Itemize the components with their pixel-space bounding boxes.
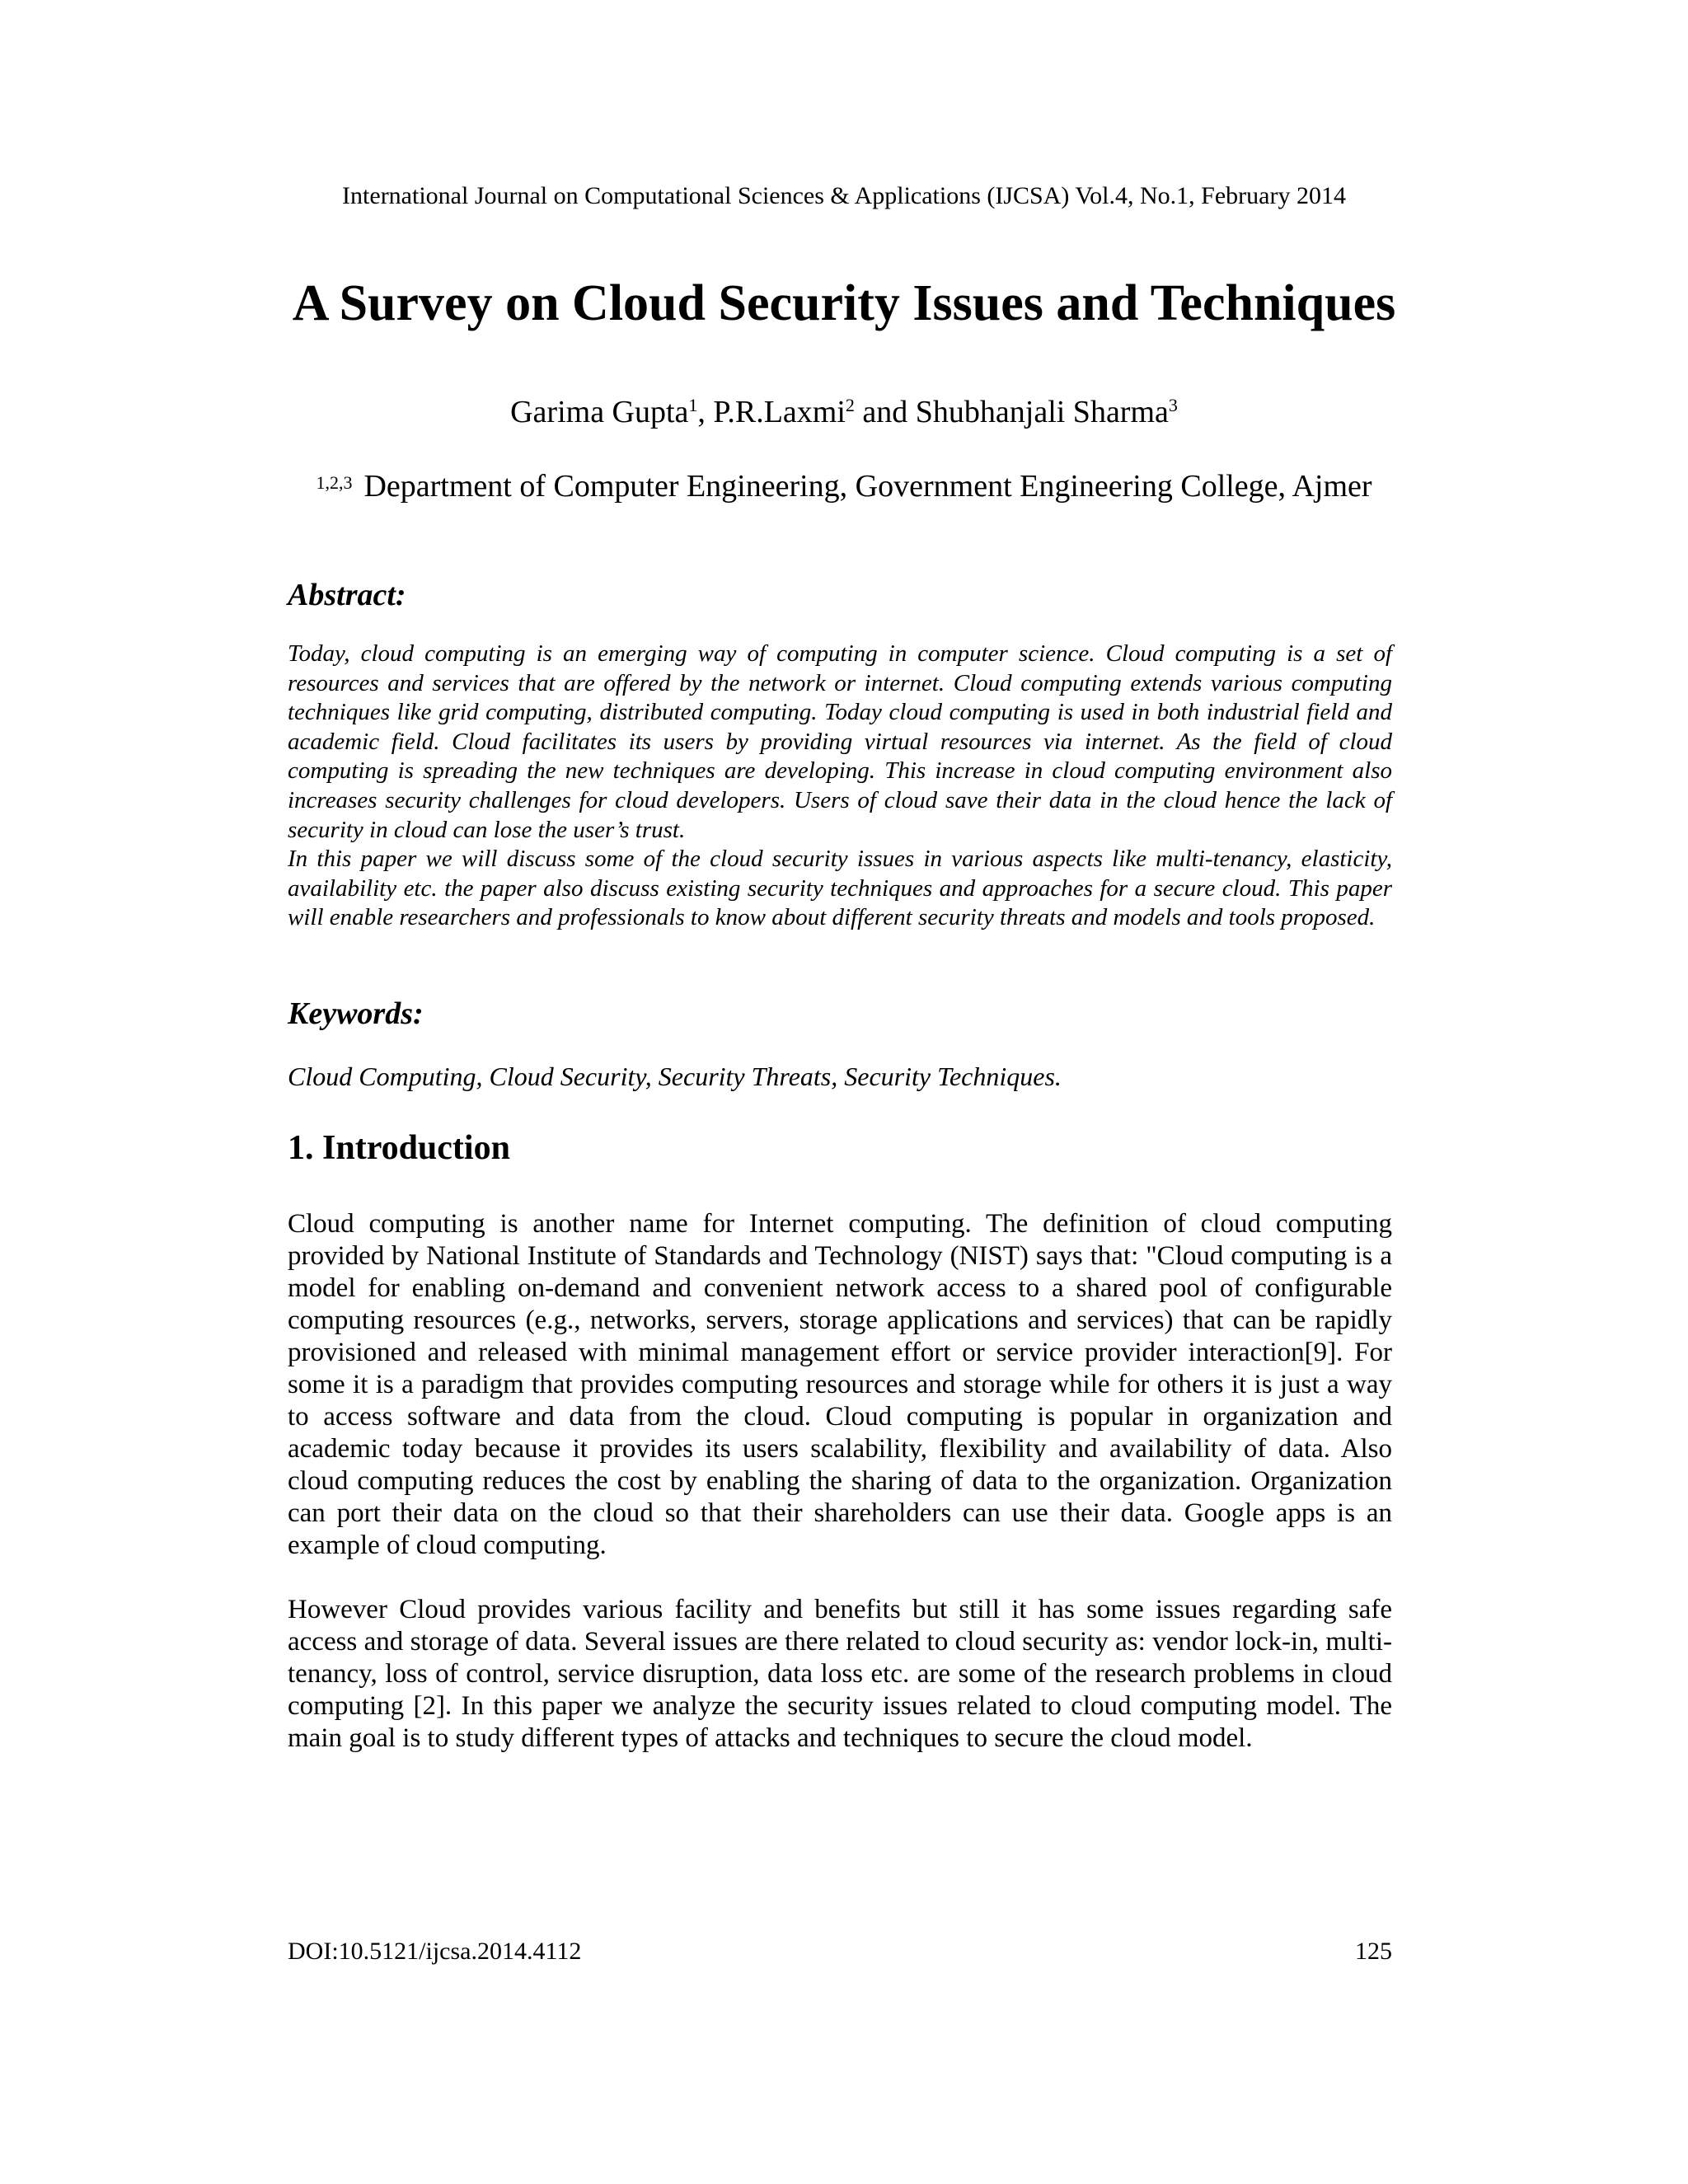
author-affiliation-marker: 3 [1168,395,1178,415]
introduction-heading: 1. Introduction [288,1129,510,1167]
doi-link[interactable]: DOI:10.5121/ijcsa.2014.4112 [288,1938,582,1965]
affiliation-text: Department of Computer Engineering, Government Engineering College, Ajmer [363,469,1372,504]
introduction-paragraph: Cloud computing is another name for Internet computing. The definition of cloud computing provided by National Institute of Standards and Technology (NIST) says that: "Cloud computing is a model for enabling on-demand and convenient network access to a shared pool of configurable computing resources (e.g., networks, servers, storage applications and services) that can be rapidly provisioned and released with minimal management effort or service provider interaction[9]. For some it is a paradigm that provides computing resources and storage while for others it is just a way to access software and data from the cloud. Cloud computing is popular in organization and academic today because it provides its users scalability, flexibility and availability of data. Also cloud computing reduces the cost by enabling the sharing of data to the organization. Organization can port their data on the cloud so that their shareholders can use their data. Google apps is an example of cloud computing. [288,1209,1392,1560]
author-affiliation-marker: 2 [845,395,855,415]
author-name: Shubhanjali Sharma [915,395,1169,429]
abstract-paragraph: Today, cloud computing is an emerging way of computing in computer science. Cloud computing is a set of resources and services that are offered by the network or internet. Cloud computing extends various computing techniques like grid computing, distributed computing. Today cloud computing is used in both industrial field and academic field. Cloud facilitates its users by providing virtual resources via internet. As the field of cloud computing is spreading the new techniques are developing. This increase in cloud computing environment also increases security challenges for cloud developers. Users of cloud save their data in the cloud hence the lack of security in cloud can lose the user’s trust. [288,640,1392,843]
page-number: 125 [1355,1938,1392,1965]
author-name: P.R.Laxmi [713,395,846,429]
running-header: International Journal on Computational Sciences & Applications (IJCSA) Vol.4, No.1, February 2014 [342,182,1346,209]
abstract-body [288,640,1392,933]
keywords-list: Cloud Computing, Cloud Security, Security Threats, Security Techniques. [288,1062,1062,1091]
abstract-heading: Abstract: [288,578,406,612]
affiliation [0,463,1688,509]
keywords-heading: Keywords: [288,996,424,1031]
affiliation-marker: 1,2,3 [316,472,353,493]
author-affiliation-marker: 1 [688,395,698,415]
author-separator: , [697,395,714,429]
author-separator: and [854,395,916,429]
author-name: Garima Gupta [510,395,689,429]
paper-title: A Survey on Cloud Security Issues and Techniques [292,275,1396,331]
author-list [0,389,1688,435]
page-footer [288,1935,1392,1968]
abstract-paragraph: In this paper we will discuss some of the cloud security issues in various aspects like multi-tenancy, elasticity, availability etc. the paper also discuss existing security techniques and approaches for a secure cloud. This paper will enable researchers and professionals to know about different security threats and models and tools proposed. [288,846,1392,931]
introduction-paragraph: However Cloud provides various facility and benefits but still it has some issues regarding safe access and storage of data. Several issues are there related to cloud security as: vendor lock-in, multi-tenancy, loss of control, service disruption, data loss etc. are some of the research problems in cloud computing [2]. In this paper we analyze the security issues related to cloud computing model. The main goal is to study different types of attacks and techniques to secure the cloud model. [288,1595,1392,1753]
